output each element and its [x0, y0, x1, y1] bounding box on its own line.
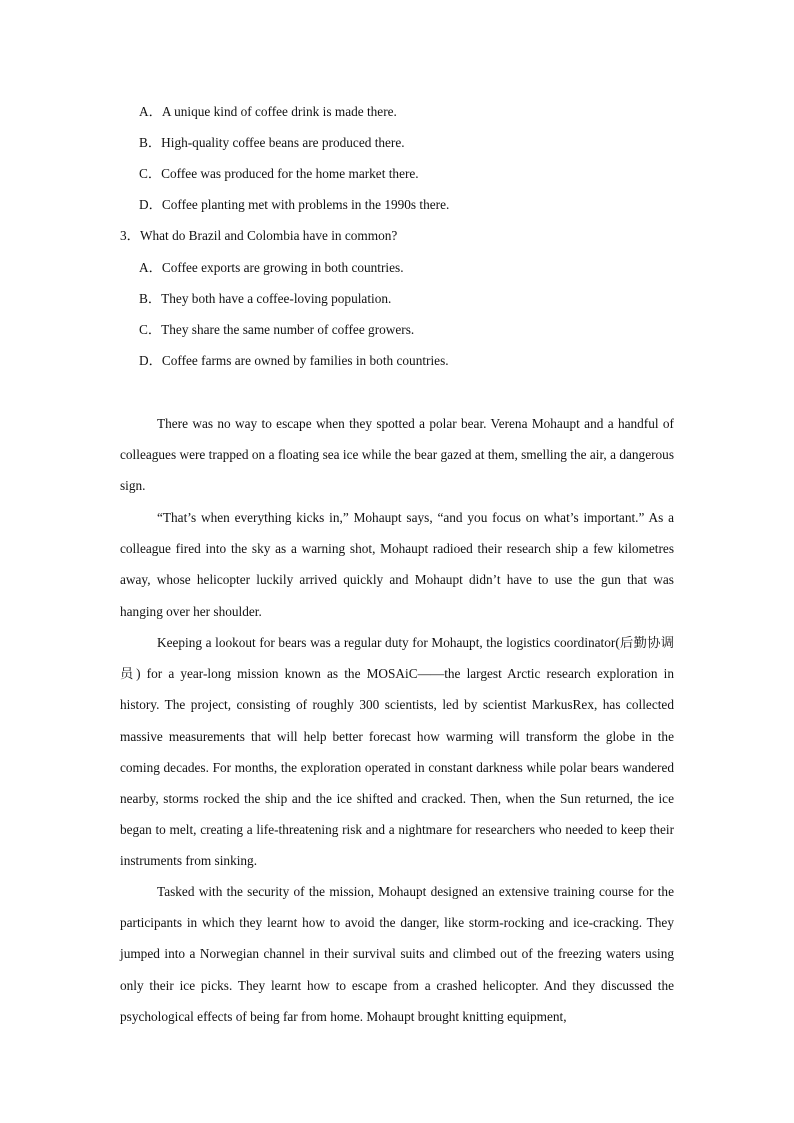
q2-option-d: D．Coffee planting met with problems in the 1990s there.: [139, 197, 450, 212]
q3-option-d: D．Coffee farms are owned by families in both countries.: [139, 353, 449, 368]
passage-paragraph-2: “That’s when everything kicks in,” Mohaupt says, “and you focus on what’s important.” As a colleague fired into the sky as a warning shot, Mohaupt radioed their research ship a few kilometres away, whose helicopter luckily arrived quickly and Mohaupt didn’t have to use the gun that was hanging over her shoulder.: [120, 510, 674, 619]
passage-paragraph-4: Tasked with the security of the mission, Mohaupt designed an extensive training course for the participants in which they learnt how to avoid the danger, like storm-rocking and ice-cracking. They jumped into a Norwegian channel in their survival suits and climbed out of the freezing waters using only their ice picks. They learnt how to escape from a crashed helicopter. And they discussed the psychological effects of being far from home. Mohaupt brought knitting equipment,: [120, 884, 674, 1024]
q2-option-b: B．High-quality coffee beans are produced there.: [139, 135, 405, 150]
q3-option-a: A．Coffee exports are growing in both countries.: [139, 260, 404, 275]
passage-paragraph-3: Keeping a lookout for bears was a regular duty for Mohaupt, the logistics coordinator(后勤协调员) for a year-long mission known as the MOSAiC——the largest Arctic research exploration in history. The project, consisting of roughly 300 scientists, led by scientist MarkusRex, has collected massive measurements that will help better forecast how warming will transform the globe in the coming decades. For months, the exploration operated in constant darkness while polar bears wandered nearby, storms rocked the ship and the ice shifted and cracked. Then, when the Sun returned, the ice began to melt, creating a life-threatening risk and a nightmare for researchers who needed to keep their instruments from sinking.: [120, 635, 674, 869]
q3-stem: 3．What do Brazil and Colombia have in common?: [120, 228, 398, 243]
passage-paragraph-1: There was no way to escape when they spotted a polar bear. Verena Mohaupt and a handful of colleagues were trapped on a floating sea ice while the bear gazed at them, smelling the air, a dangerous sign.: [120, 416, 674, 494]
q2-option-c: C．Coffee was produced for the home market there.: [139, 166, 419, 181]
q3-option-b: B．They both have a coffee-loving population.: [139, 291, 392, 306]
q3-option-c: C．They share the same number of coffee growers.: [139, 322, 415, 337]
q2-option-a: A．A unique kind of coffee drink is made there.: [139, 104, 397, 119]
